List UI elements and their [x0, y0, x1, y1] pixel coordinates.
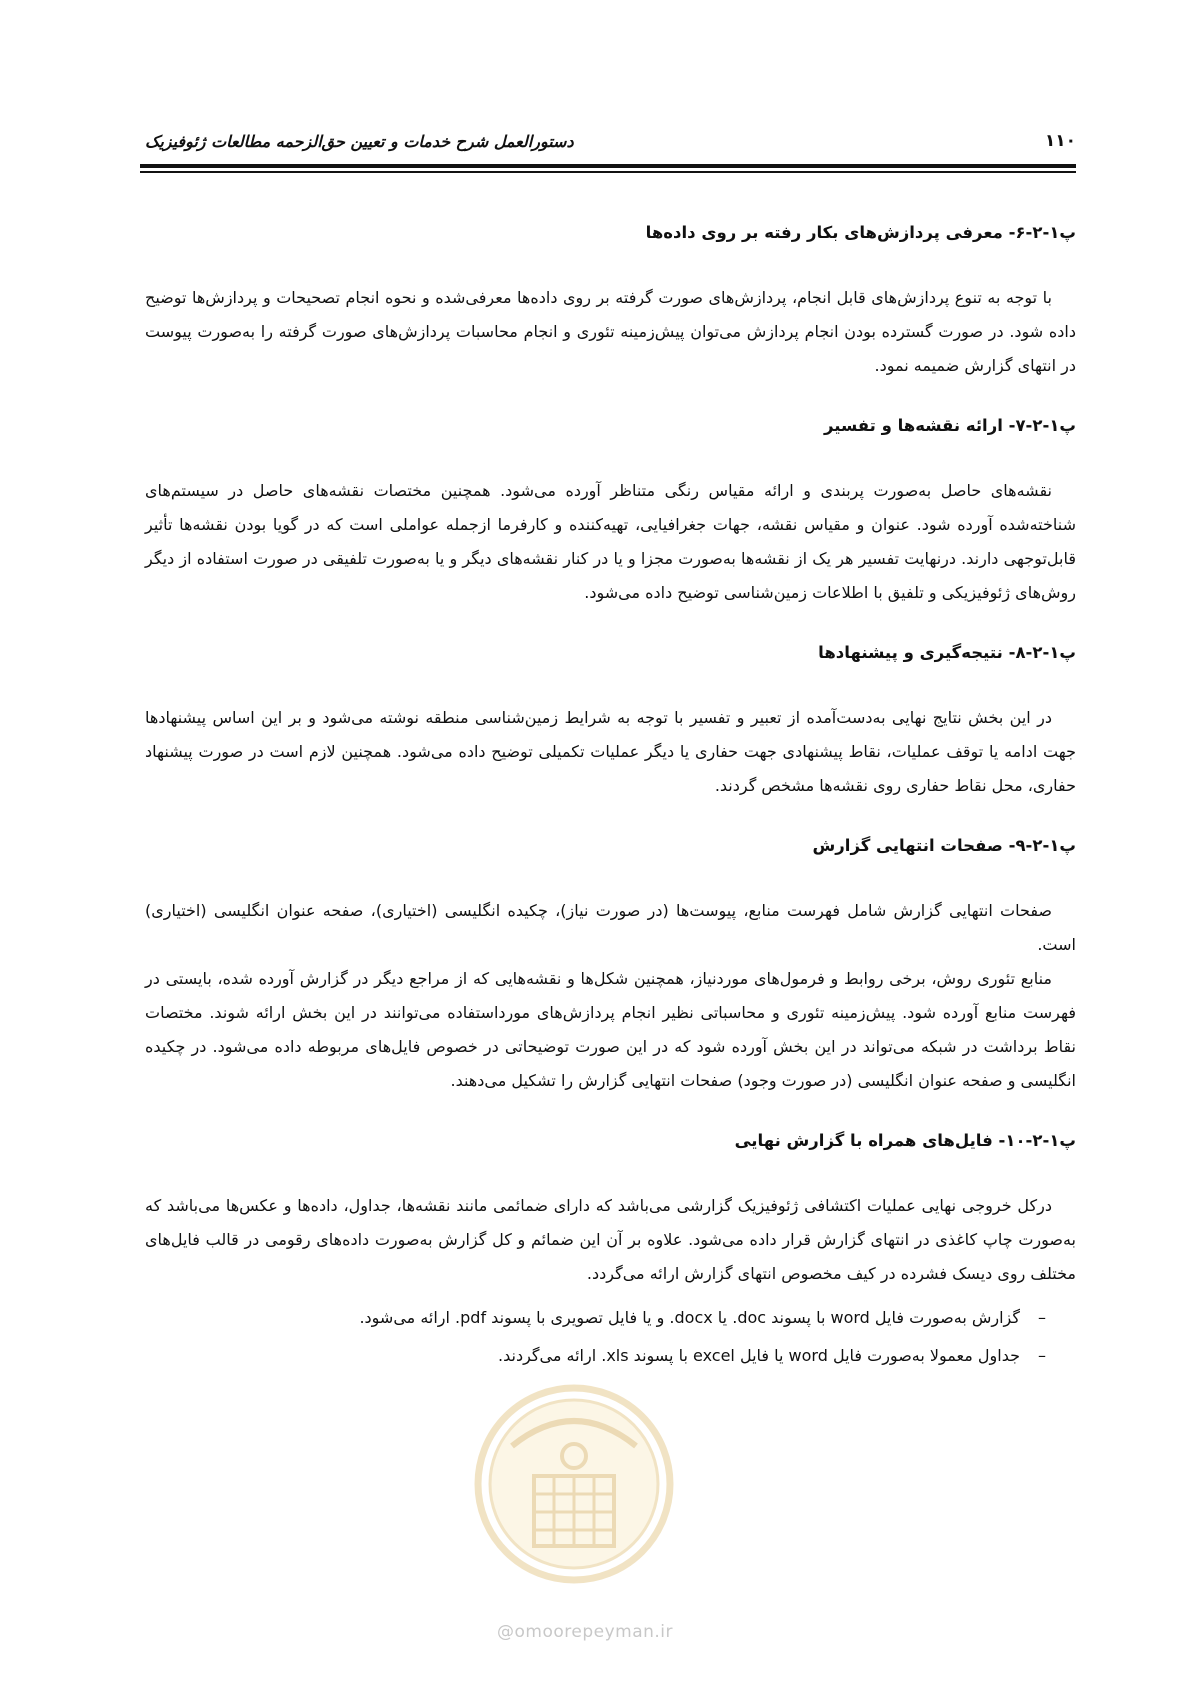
section-heading: پ۱-۲-۷- ارائه نقشه‌ها و تفسیر	[823, 416, 1076, 435]
section-heading: پ۱-۲-۸- نتیجه‌گیری و پیشنهادها	[818, 643, 1076, 662]
paragraph: صفحات انتهایی گزارش شامل فهرست منابع، پیوست‌ها (در صورت نیاز)، چکیده انگلیسی (اختیاری)، صفحه عنوان انگلیسی (اختیاری) است.	[145, 901, 1076, 954]
paragraph: درکل خروجی نهایی عملیات اکتشافی ژئوفیزیک گزارشی می‌باشد که دارای ضمائمی مانند نقشه‌ها، جداول، داده‌ها و عکس‌ها می‌باشد که به‌صورت چاپ کاغذی در انتهای گزارش قرار داده می‌شود. علاوه بر آن این ضمائم و کل گزارش به‌صورت داده‌های رقومی در قالب فایل‌های مختلف روی دیسک فشرده در کیف مخصوص انتهای گزارش ارائه می‌گردد.	[145, 1196, 1076, 1283]
paragraph: با توجه به تنوع پردازش‌های قابل انجام، پردازش‌های صورت گرفته بر روی داده‌ها معرفی‌شده و نحوه انجام تصحیحات و پردازش‌ها توضیح داده شود. در صورت گسترده بودن انجام پردازش می‌توان پیش‌زمینه تئوری و انجام محاسبات پردازش‌های صورت گرفته را به‌صورت پیوست در انتهای گزارش ضمیمه نمود.	[145, 288, 1076, 375]
section-heading: پ۱-۲-۹- صفحات انتهایی گزارش	[812, 836, 1076, 855]
bullet-list	[145, 1299, 1076, 1375]
list-item	[145, 1337, 1046, 1375]
header-rule-thick	[140, 164, 1076, 168]
running-header	[145, 128, 1076, 154]
paragraph: منابع تئوری روش، برخی روابط و فرمول‌های موردنیاز، همچنین شکل‌ها و نقشه‌هایی که از مراجع دیگر در گزارش آورده شده، بایستی در فهرست منابع آورده شود. پیش‌زمینه تئوری و محاسباتی نظیر انجام پردازش‌های مورداستفاده می‌توانند در این بخش ارائه شوند. مختصات نقاط برداشت در شبکه می‌تواند در این بخش آورده شود که در این صورت توضیحاتی در خصوص فایل‌های مربوطه داده می‌شود. در چکیده انگلیسی و صفحه عنوان انگلیسی (در صورت وجود) صفحات انتهایی گزارش را تشکیل می‌دهند.	[145, 969, 1076, 1090]
bullet-dash: –	[1038, 1308, 1046, 1327]
paragraph: نقشه‌های حاصل به‌صورت پربندی و ارائه مقیاس رنگی متناظر آورده می‌شود. همچنین مختصات نقشه‌های حاصل در سیستم‌های شناخته‌شده آورده شود. عنوان و مقیاس نقشه، جهات جغرافیایی، تهیه‌کننده و کارفرما ازجمله عواملی است که در گویا بودن نقشه‌ها تأثیر قابل‌توجهی دارند. درنهایت تفسیر هر یک از نقشه‌ها به‌صورت مجزا و یا در کنار نقشه‌های دیگر و یا به‌صورت تلفیقی در صورت استفاده از دیگر روش‌های ژئوفیزیکی و تلفیق با اطلاعات زمین‌شناسی توضیح داده می‌شود.	[145, 481, 1076, 602]
watermark-emblem	[472, 1376, 677, 1586]
list-item-text: جداول معمولا به‌صورت فایل word یا فایل excel با پسوند xls. ارائه می‌گردند.	[498, 1346, 1020, 1365]
section-heading: پ۱-۲-۱۰- فایل‌های همراه با گزارش نهایی	[734, 1131, 1076, 1150]
header-rule-thin	[140, 171, 1076, 173]
running-title: دستورالعمل شرح خدمات و تعیین حق‌الزحمه مطالعات ژئوفیزیک	[145, 131, 574, 151]
watermark-site: @omoorepeyman.ir	[496, 1622, 674, 1642]
paragraph: در این بخش نتایج نهایی به‌دست‌آمده از تعبیر و تفسیر با توجه به شرایط زمین‌شناسی منطقه نوشته می‌شود و بر این اساس پیشنهادها جهت ادامه یا توقف عملیات، نقاط پیشنهادی جهت حفاری یا دیگر عملیات تکمیلی توضیح داده می‌شود. همچنین لازم است در صورت پیشنهاد حفاری، محل نقاط حفاری روی نقشه‌ها مشخص گردند.	[145, 708, 1076, 795]
list-item	[145, 1299, 1046, 1337]
section-heading: پ۱-۲-۶- معرفی پردازش‌های بکار رفته بر روی داده‌ها	[645, 223, 1076, 242]
bullet-dash: –	[1038, 1346, 1046, 1365]
page-number: ۱۱۰	[1044, 131, 1076, 151]
list-item-text: گزارش به‌صورت فایل word با پسوند doc. یا docx. و یا فایل تصویری با پسوند pdf. ارائه می‌شود.	[359, 1308, 1020, 1327]
document-body	[145, 218, 1076, 1375]
